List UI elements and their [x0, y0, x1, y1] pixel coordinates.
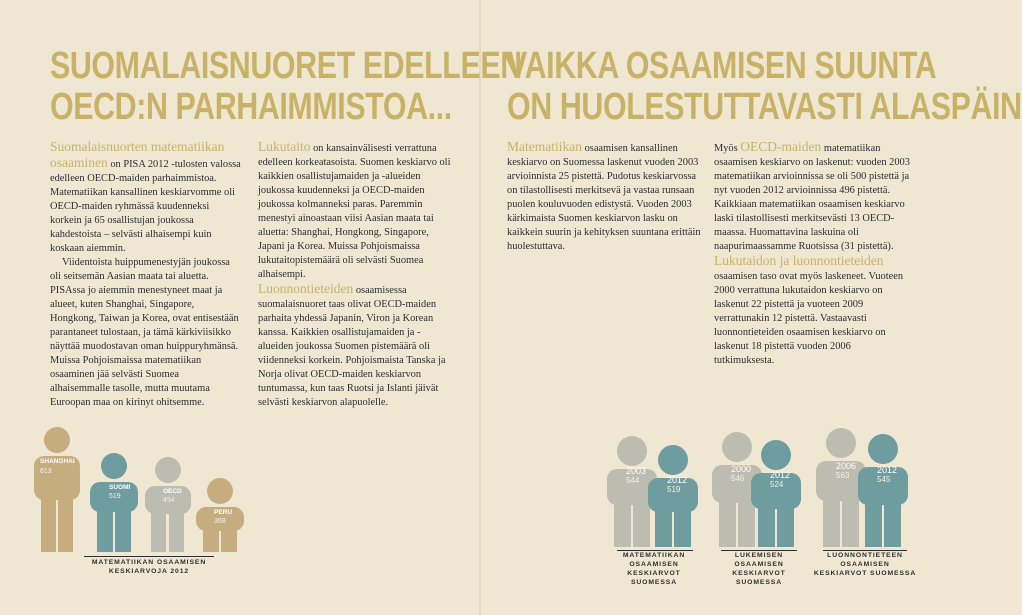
math-decline-text: osaamisen kansallinen keskiarvo on Suomessa laskenut vuoden 2003 arvioinnista 25 pistettä. Pudotus keskiarvossa on tilastollisesti merkitsevä ja vastaa runsaan puolen kouluvuoden edistystä. Vuoden 2003 kärkimaista Suomen keskiarvon lasku on kaikkein suurin ja kehityksen suuntana erittäin huolestuttava.: [507, 143, 701, 252]
oecd-decline-pre: Myös: [714, 143, 741, 154]
science-lead-word: Luonnontieteiden: [258, 281, 354, 296]
math-caption-line-1: MATEMATIIKAN OSAAMISEN: [622, 552, 686, 568]
math-trend-caption: [604, 551, 704, 587]
math-2003-year: 2003: [626, 466, 647, 476]
math-caption-line-2: KESKIARVOT SUOMESSA: [627, 570, 681, 586]
right-headline-line-2: ON HUOLESTUTTAVASTI ALASPÄIN: [507, 86, 1022, 128]
science-trend-caption: [812, 551, 918, 578]
math-2003-value: 544: [626, 476, 640, 485]
suomi-value: 519: [109, 493, 121, 500]
left-figure-caption: MATEMATIIKAN OSAAMISEN KESKIARVOJA 2012: [91, 559, 207, 575]
science-caption-line-1: LUONNONTIETEEN OSAAMISEN: [827, 552, 903, 568]
science-2012-value: 545: [877, 475, 891, 484]
reading-trend-caption: [709, 551, 809, 587]
reading-decline-lead: Lukutaidon: [714, 253, 777, 268]
oecd-decline-text: matematiikan osaamisen keskiarvo on laskenut: vuoden 2003 matematiikan arvioinnissa se oli 500 pistettä ja nyt vuoden 2012 arvioinnissa 496 pistettä. Kaikkiaan matematiikan osaamisen keskiarvo laski tilastollisesti merkitsevästi 13 OECD-maassa. Huomattavina laskuina oli naapurimaassamme Ruotsissa (31 pistettä).: [714, 143, 910, 252]
science-text: osaamisessa suomalaisnuoret taas olivat OECD-maiden parhaita yhdessä Japanin, Viron ja Korean kanssa. Kaikkien osallistujamaiden ja -alueiden joukossa Suomen pistemäärä oli viidenneksi korkein. Pohjoismaista Tanska ja Norja olivat OECD-maiden keskiarvon tuntumassa, kun taas Ruotsi ja Islanti jäivät selvästi keskiarvon alapuolelle.: [258, 285, 446, 408]
reading-lead-word: Lukutaito: [258, 139, 311, 154]
science-2006-year: 2006: [836, 461, 857, 471]
oecd-label: OECD: [163, 488, 182, 495]
asia-paragraph: Viidentoista huippumenestyjän joukossa oli seitsemän Aasian maata tai aluetta. PISAssa jo aiemmin menestyneet maat ja alueet, kuten Shanghai, Singapore, Hongkong, Taiwan ja Korea, ovat entisestään parantaneet tulostaan, ja tämä kärkiviisikko näyttää muodostavan oman huippuryhmänsä. Muissa Pohjoismaissa matematiikan osaaminen jää selvästi Suomea alhaisemmalle tasolle, mutta muutama Euroopan maa on kirinyt ohitsemme.: [50, 257, 239, 408]
left-headline-line-1: SUOMALAISNUORET EDELLEEN: [50, 45, 522, 87]
math-lead-phrase: Suomalaisnuorten matematiikan osaaminen: [50, 139, 225, 170]
science-2012-year: 2012: [877, 465, 898, 475]
shanghai-label: SHANGHAI: [40, 458, 75, 465]
reading-2012-figure: [751, 440, 801, 547]
reading-2012-value: 524: [770, 480, 784, 489]
left-headline-line-2: OECD:N PARHAIMMISTOA...: [50, 86, 452, 128]
science-2006-value: 563: [836, 471, 850, 480]
science-2012-figure: [858, 434, 908, 547]
oecd-value: 494: [163, 497, 175, 504]
science-decline-lead: luonnontieteiden: [792, 253, 884, 268]
reading-science-decline-text: osaamisen taso ovat myös laskeneet. Vuoteen 2000 verrattuna lukutaidon keskiarvo on laskenut 22 pistettä ja vuoteen 2009 verrattunakin 12 pistettä. Vastaavasti luonnontieteiden osaamisen keskiarvo on laskenut 18 pistettä vuoden 2006 tutkimuksesta.: [714, 271, 904, 366]
reading-2000-value: 546: [731, 474, 745, 483]
peru-label: PERU: [214, 509, 233, 516]
reading-text: on kansainvälisesti verrattuna edelleen korkeatasoista. Suomen keskiarvo oli kaikkien osallistujamaiden ja -alueiden joukossa kuudenneksi ja OECD-maiden joukossa kolmanneksi paras. Paremmin menestyi ainoastaan viisi Aasian maata tai aluetta: Shanghai, Hongkong, Singapore, Japani ja Korea. Muissa Pohjoismaissa lukutaitopistemäärä oli selvästi Suomea alhaisempi.: [258, 143, 451, 280]
reading-2000-year: 2000: [731, 464, 752, 474]
math-2012-year: 2012: [667, 475, 688, 485]
reading-2012-year: 2012: [770, 470, 791, 480]
math-2012-figure: [648, 445, 698, 547]
reading-caption-line-2: KESKIARVOT SUOMESSA: [732, 570, 786, 586]
math-2012-value: 519: [667, 485, 681, 494]
math-decline-lead: Matematiikan: [507, 139, 582, 154]
peru-value: 368: [214, 518, 226, 525]
shanghai-value: 613: [40, 468, 52, 475]
right-headline-line-1: VAIKKA OSAAMISEN SUUNTA: [507, 45, 937, 87]
math-intro-text: on PISA 2012 -tulosten valossa edelleen OECD-maiden parhaimmistoa. Matematiikan kansallinen keskiarvomme oli OECD-maiden ryhmässä kuudenneksi korkein ja 65 osallistujan joukossa kahdestoista – selvästi alhaisempi kuin koskaan aiemmin.: [50, 159, 241, 254]
reading-caption-line-1: LUKEMISEN OSAAMISEN: [734, 552, 784, 568]
science-caption-line-2: KESKIARVOT SUOMESSA: [813, 570, 917, 577]
oecd-decline-lead: OECD-maiden: [740, 139, 822, 154]
suomi-label: SUOMI: [109, 484, 131, 491]
reading-decline-lead-and: ja: [776, 253, 793, 268]
